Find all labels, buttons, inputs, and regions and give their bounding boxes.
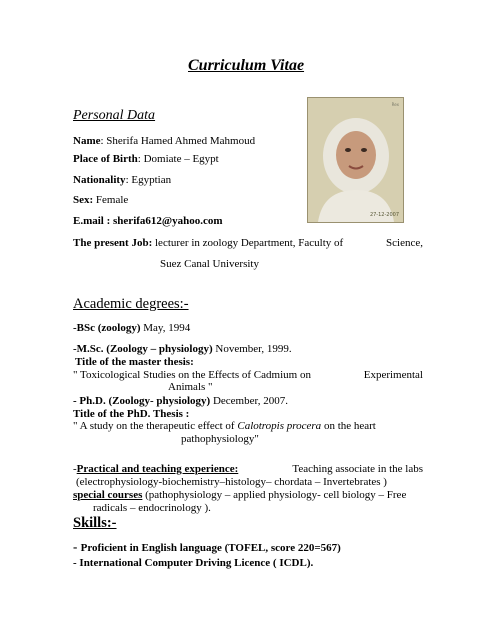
email-line: E.mail : sherifa612@yahoo.com [73, 215, 223, 227]
practical-label: Practical and teaching experience: [76, 463, 239, 475]
phd-label: - Ph.D. (Zoology- physiology) [73, 395, 211, 407]
skill-icdl: - International Computer Driving Licence ( ICDL). [73, 557, 314, 569]
practical-line-2: (electrophysiology-biochemistry–histology– chordata – Invertebrates ) [76, 476, 387, 488]
job-line-2: Suez Canal University [160, 258, 259, 270]
msc-line [73, 343, 292, 356]
photo-date-stamp: 27-12-2007 [369, 212, 399, 218]
msc-label: -M.Sc. (Zoology – physiology) [73, 343, 213, 355]
skills-heading: Skills:- [73, 515, 117, 531]
name-line [73, 135, 255, 148]
msc-thesis-line-1 [73, 369, 423, 382]
nationality-value: : Egyptian [125, 174, 172, 186]
msc-thesis-text-end: Experimental [363, 369, 423, 381]
name-value: : Sherifa Hamed Ahmed Mahmoud [100, 135, 256, 147]
special-courses-line [73, 489, 406, 502]
msc-thesis-line-2: Animals " [168, 381, 213, 393]
profile-photo-image [308, 98, 403, 222]
special-courses-value: (pathophysiology – applied physiology- cell biology – Free [142, 489, 407, 501]
birth-label: Place of Birth [73, 153, 138, 165]
special-courses-line-2: radicals – endocrinology ). [93, 502, 211, 514]
job-label: The present Job: [73, 237, 153, 249]
skill-english [73, 540, 341, 555]
phd-thesis-title: Title of the PhD. Thesis : [73, 408, 190, 420]
academic-degrees-heading: Academic degrees:- [73, 296, 189, 312]
personal-data-heading: Personal Data [73, 108, 156, 123]
phd-thesis-species: Calotropis procera [237, 420, 322, 432]
sex-line [73, 194, 128, 207]
practical-text [73, 463, 238, 476]
birth-line [73, 153, 219, 166]
sex-value: Female [93, 194, 129, 206]
nationality-label: Nationality [73, 174, 126, 186]
phd-thesis-text-b: on the heart [321, 420, 376, 432]
job-text [73, 237, 343, 250]
practical-value: Teaching associate in the labs [292, 463, 423, 475]
special-courses-label: special courses [73, 489, 143, 501]
bsc-label: -BSc (zoology) [73, 322, 141, 334]
phd-line [73, 395, 288, 408]
job-line [73, 237, 423, 250]
bsc-value: May, 1994 [140, 322, 191, 334]
job-value: lecturer in zoology Department, Faculty of [152, 237, 344, 249]
page-title: Curriculum Vitae [188, 57, 305, 74]
practical-line [73, 463, 423, 476]
msc-value: November, 1999. [212, 343, 292, 355]
sex-label: Sex: [73, 194, 94, 206]
practical-dash: - [73, 463, 77, 475]
job-value-end: Science, [386, 237, 423, 249]
phd-thesis-text-a: " A study on the therapeutic effect of [73, 420, 238, 432]
phd-value: December, 2007. [210, 395, 288, 407]
msc-thesis-text: " Toxicological Studies on the Effects of Cadmium on [73, 369, 311, 381]
profile-photo [307, 97, 404, 223]
msc-thesis-title: Title of the master thesis: [75, 356, 194, 368]
phd-thesis-line-1 [73, 420, 376, 433]
name-label: Name [73, 135, 101, 147]
bsc-line [73, 322, 190, 335]
nationality-line [73, 174, 171, 187]
photo-mark: Rex [391, 102, 399, 107]
skill-english-text: Proficient in English language (TOFEL, score 220=567) [80, 542, 341, 554]
skill-english-dash: - [73, 539, 81, 554]
birth-value: : Domiate – Egypt [137, 153, 219, 165]
phd-thesis-line-2: pathophysiology" [181, 433, 259, 445]
